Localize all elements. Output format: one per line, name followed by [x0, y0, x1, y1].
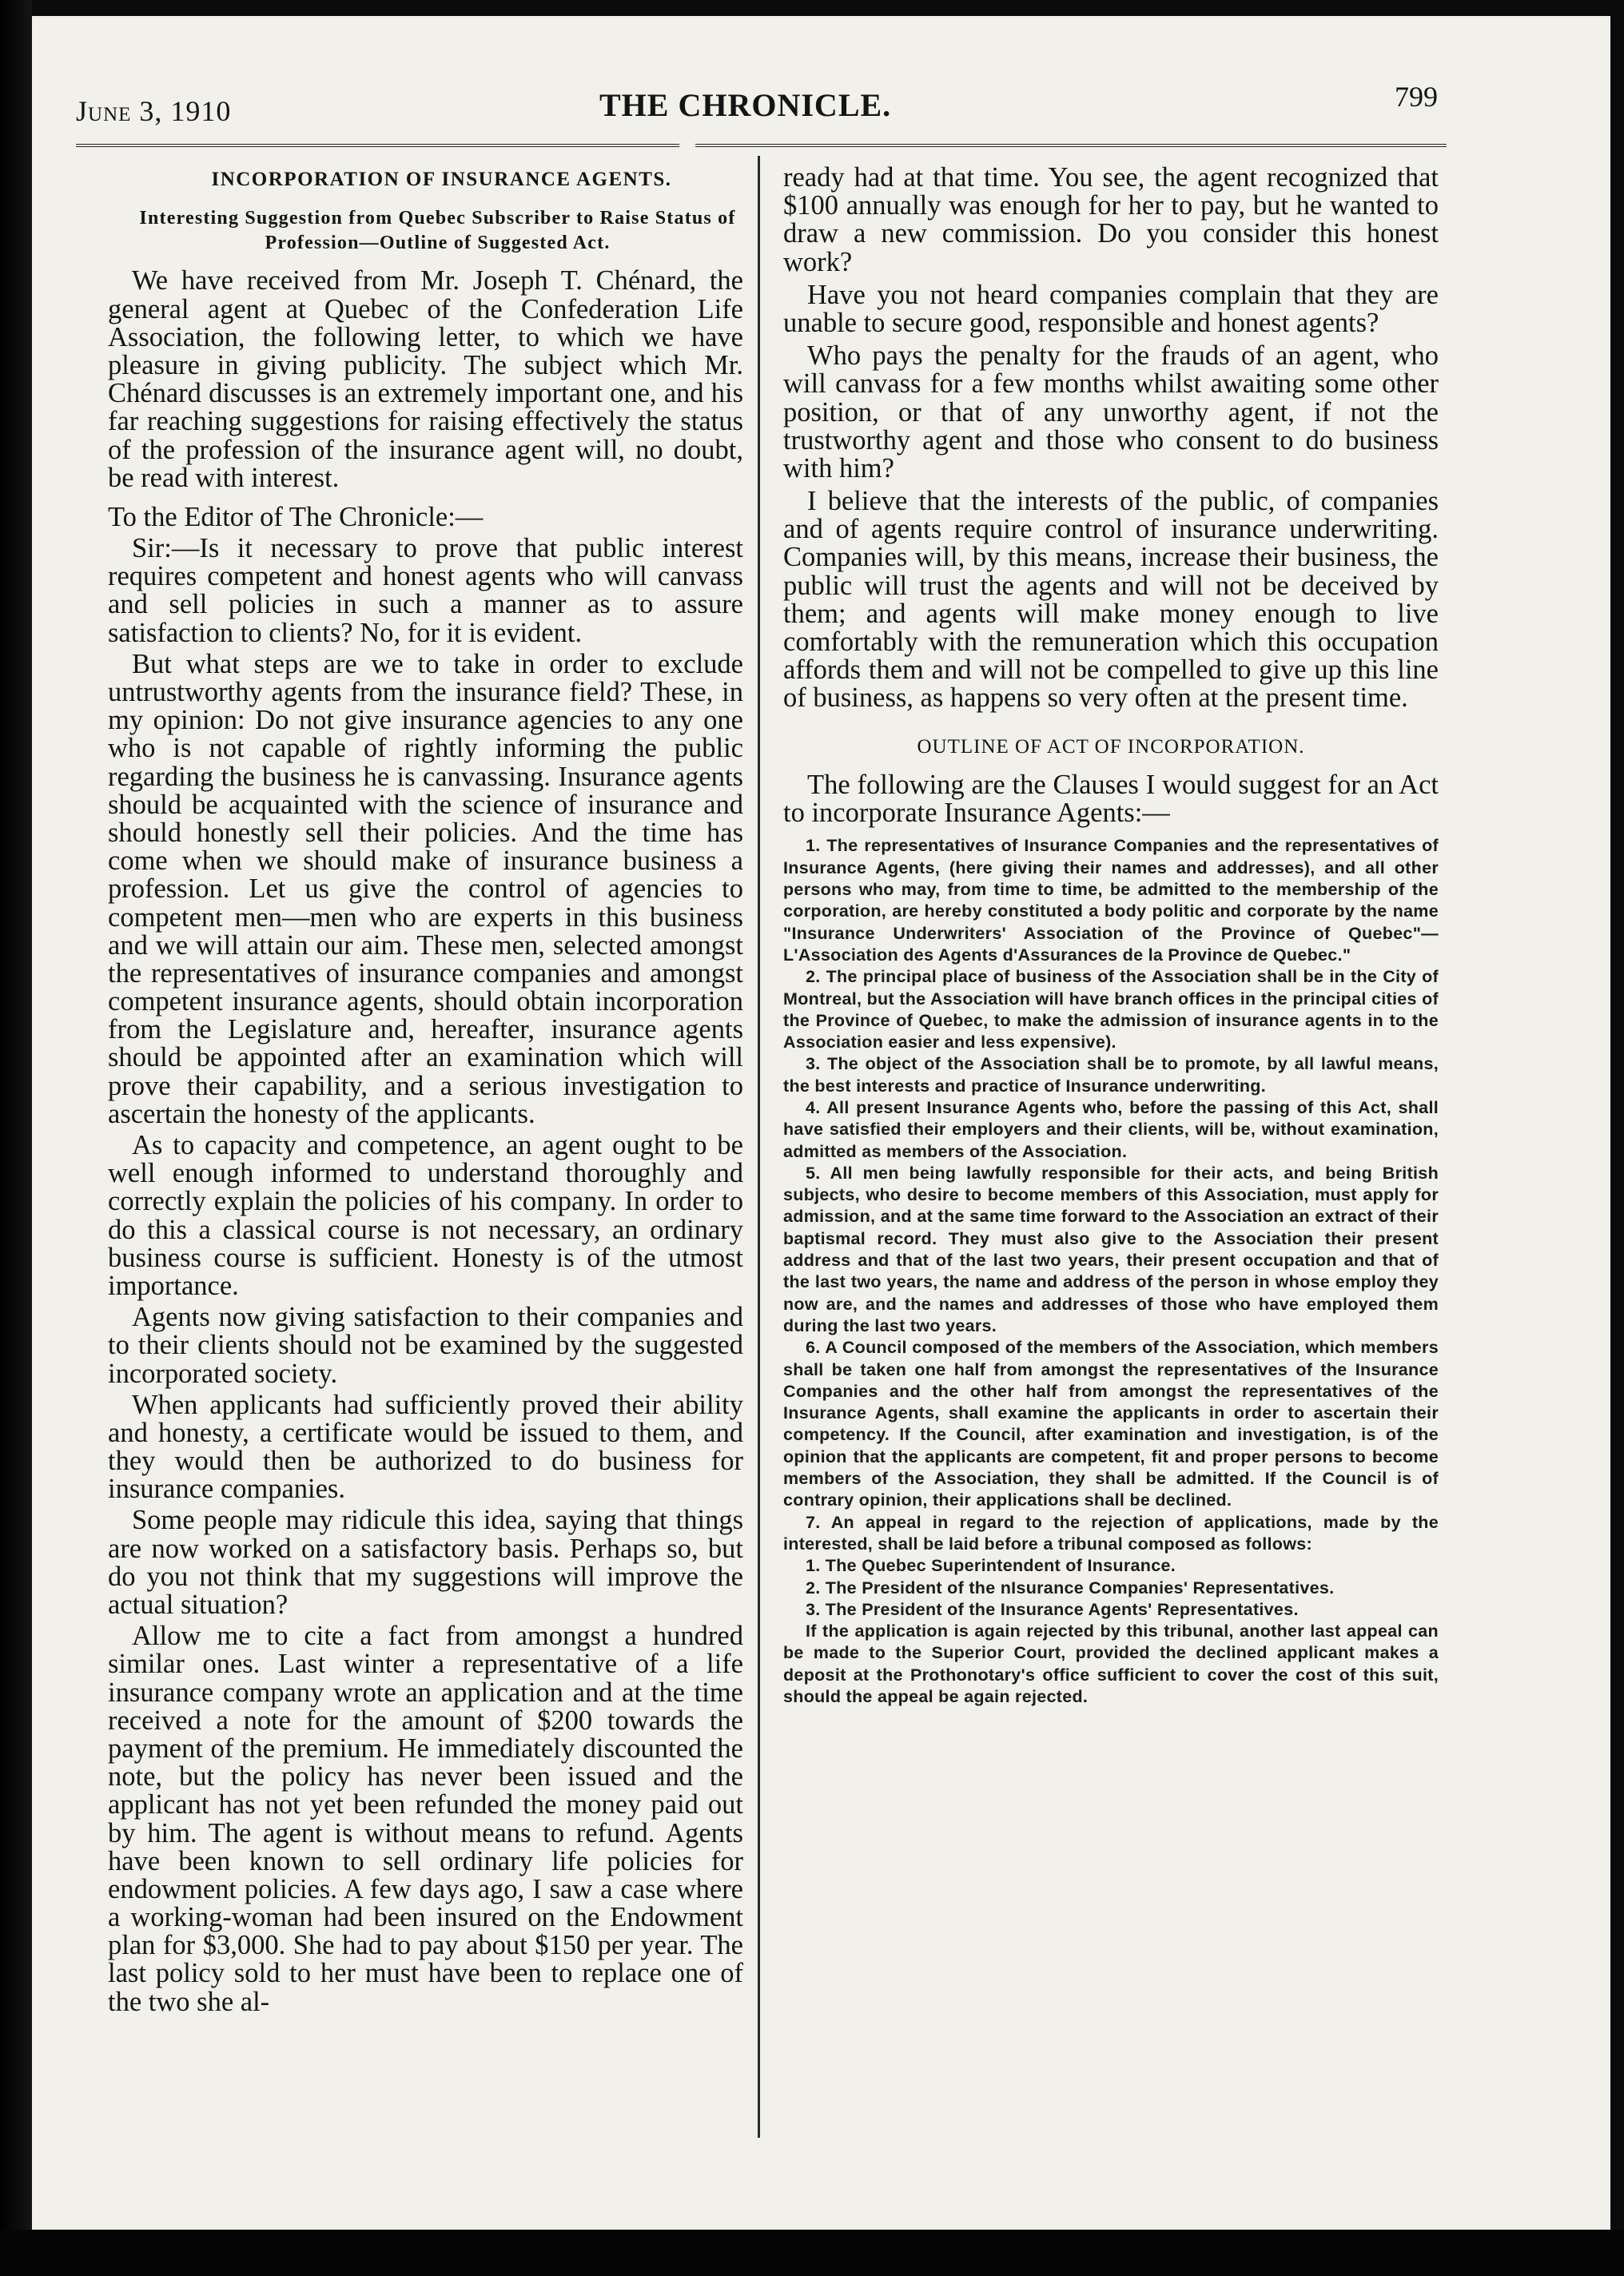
- act-clause: 1. The Quebec Superintendent of Insurance.: [806, 1556, 1176, 1576]
- act-clause: 4. All present Insurance Agents who, before the passing of this Act, shall have satisfied their employers and their clients, will be, without examination, admitted as members of the Association.: [783, 1098, 1439, 1161]
- act-clause: 2. The President of the nIsurance Companies' Representatives.: [806, 1578, 1335, 1598]
- act-clause: 3. The President of the Insurance Agents' Representatives.: [806, 1599, 1299, 1619]
- letter-paragraph: When applicants had sufficiently proved their ability and honesty, a certificate would be issued to them, and they would then be authorized to do business for insurance companies.: [108, 1389, 743, 1505]
- outline-intro: The following are the Clauses I would suggest for an Act to incorporate Insurance Agents:—: [783, 770, 1439, 829]
- scan-edge-shadow: [0, 0, 32, 2276]
- letter-paragraph: Allow me to cite a fact from amongst a hundred similar ones. Last winter a representative of a life insurance company wrote an application and at the time received a note for the amount of $200 towards the payment of the premium. He immediately discounted the note, but the policy has never been issued and the applicant has not yet been refunded the money paid out by him. The agent is without means to refund. Agents have been known to sell ordinary life policies for endowment policies. A few days ago, I saw a case where a working-woman had been insured on the Endowment plan for $3,000. She had to pay about $150 per year. The last policy sold to her must have been to replace one of the two she al-: [108, 1621, 743, 2017]
- publication-title: THE CHRONICLE.: [599, 87, 892, 123]
- letter-paragraph: As to capacity and competence, an agent ought to be well enough informed to understand thoroughly and correctly explain the policies of his company. In order to do this a classical course is not necessary, an ordinary business course is sufficient. Honesty is of the utmost importance.: [108, 1130, 743, 1301]
- right-column: [783, 164, 1439, 1708]
- letter-paragraph: Sir:—Is it necessary to prove that public interest requires competent and honest agents who will canvass and sell policies in such a manner as to assure satisfaction to clients? No, for it is evident.: [108, 533, 743, 648]
- act-clause: 7. An appeal in regard to the rejection of applications, made by the interested, shall be laid before a tribunal composed as follows:: [783, 1512, 1439, 1554]
- act-clause: If the application is again rejected by this tribunal, another last appeal can be made to the Superior Court, provided the declined applicant makes a deposit at the Prothonotary's office sufficient to cover the cost of this suit, should the appeal be again rejected.: [783, 1621, 1439, 1707]
- letter-body-right: [783, 281, 1439, 713]
- letter-paragraph: I believe that the interests of the public, of companies and of agents require control of insurance underwriting. Companies will, by this means, increase their business, the public will trust the agents and will not be deceived by them; and agents will make money enough to live comfortably with the remuneration which this occupation affords them and will not be compelled to give up this line of business, as happens so very often at the present time.: [783, 486, 1439, 714]
- letter-body-left: [108, 535, 743, 2016]
- act-clause: 6. A Council composed of the members of the Association, which members shall be taken one half from amongst the representatives of the Insurance Companies and the other half from amongst the representatives of the Insurance Agents, shall examine the applicants in order to ascertain their competency. If the Council, after examination and investigation, is of the opinion that the applicants are competent, fit and proper persons to become members of the Association, they shall be admitted. If the Council is of contrary opinion, their applications shall be declined.: [783, 1338, 1439, 1510]
- clause-list: [783, 835, 1439, 1708]
- issue-date: June 3, 1910: [76, 95, 232, 127]
- page-header: [76, 80, 1451, 128]
- letter-paragraph: Have you not heard companies complain that they are unable to secure good, responsible and honest agents?: [783, 279, 1439, 338]
- salutation: To the Editor of The Chronicle:—: [108, 501, 484, 532]
- letter-paragraph: Who pays the penalty for the frauds of an agent, who will canvass for a few months whilst awaiting some other position, or that of any unworthy agent, if not the trustworthy agent and those who consent to do business with him?: [783, 340, 1439, 483]
- letter-paragraph: But what steps are we to take in order to exclude untrustworthy agents from the insurance field? These, in my opinion: Do not give insurance agencies to any one who is not capable of rightly informing the public regarding the business he is canvassing. Insurance agents should be acquainted with the science of insurance and should honestly sell their policies. And the time has come when we should make of insurance business a profession. Let us give the control of agencies to competent men—men who are experts in this business and we will attain our aim. These men, selected amongst the representatives of insurance companies and amongst competent insurance agents, should obtain incorporation from the Legislature and, hereafter, insurance agents should be appointed after an examination which will prove their capability, and a serious investigation to ascertain the honesty of the applicants.: [108, 648, 743, 1129]
- column-divider: [758, 156, 760, 2138]
- letter-paragraph: Agents now giving satisfaction to their companies and to their clients should not be examined by the suggested incorporated society.: [108, 1302, 743, 1389]
- act-clause: 2. The principal place of business of the Association shall be in the City of Montreal, but the Association will have branch offices in the principal cities of the Province of Quebec, to make the admission of insurance agents in to the Association easier and less expensive).: [783, 967, 1439, 1052]
- intro-paragraph: We have received from Mr. Joseph T. Chénard, the general agent at Quebec of the Confederation Life Association, the following letter, to which we have pleasure in giving publicity. The subject which Mr. Chénard discusses is an extremely important one, and his far reaching suggestions for raising effectively the status of the profession of the insurance agent will, no doubt, be read with interest.: [108, 265, 743, 493]
- header-rule-left: [76, 144, 679, 147]
- header-rule-right: [695, 144, 1447, 147]
- letter-paragraph: Some people may ridicule this idea, saying that things are now worked on a satisfactory basis. Perhaps so, but do you not think that my suggestions will improve the actual situation?: [108, 1505, 743, 1620]
- act-clause: 5. All men being lawfully responsible for their acts, and being British subjects, who desire to become members of this Association, must apply for admission, and at the same time forward to the Association an extract of their baptismal record. They must also give to the Association their present address and that of the last two years, their present occupation and that of the last two years, the name and address of the person in whose employ they now are, and the names and addresses of those who have employed them during the last two years.: [783, 1163, 1439, 1335]
- left-column: [108, 168, 743, 2019]
- act-clause: 3. The object of the Association shall be to promote, by all lawful means, the best interests and practice of Insurance underwriting.: [783, 1054, 1439, 1096]
- outline-heading: OUTLINE OF ACT OF INCORPORATION.: [917, 735, 1305, 758]
- article-title: INCORPORATION OF INSURANCE AGENTS.: [211, 169, 672, 190]
- article-subtitle: Interesting Suggestion from Quebec Subscriber to Raise Status of Profession—Outline of Suggested Act.: [139, 208, 736, 254]
- act-clause: 1. The representatives of Insurance Companies and the representatives of Insurance Agents, (here giving their names and addresses), and all other persons who may, from time to time, be admitted to the membership of the corporation, are hereby constituted a body politic and corporate by the name "Insurance Underwriters' Association of the Province of Quebec"—L'Association des Agents d'Assurances de la Province de Quebec.": [783, 836, 1439, 965]
- continued-paragraph: ready had at that time. You see, the agent recognized that $100 annually was enough for her to pay, but he wanted to draw a new commission. Do you consider this honest work?: [783, 162, 1439, 277]
- scan-bottom-edge: [0, 2230, 1624, 2276]
- page-number: 799: [1395, 81, 1438, 113]
